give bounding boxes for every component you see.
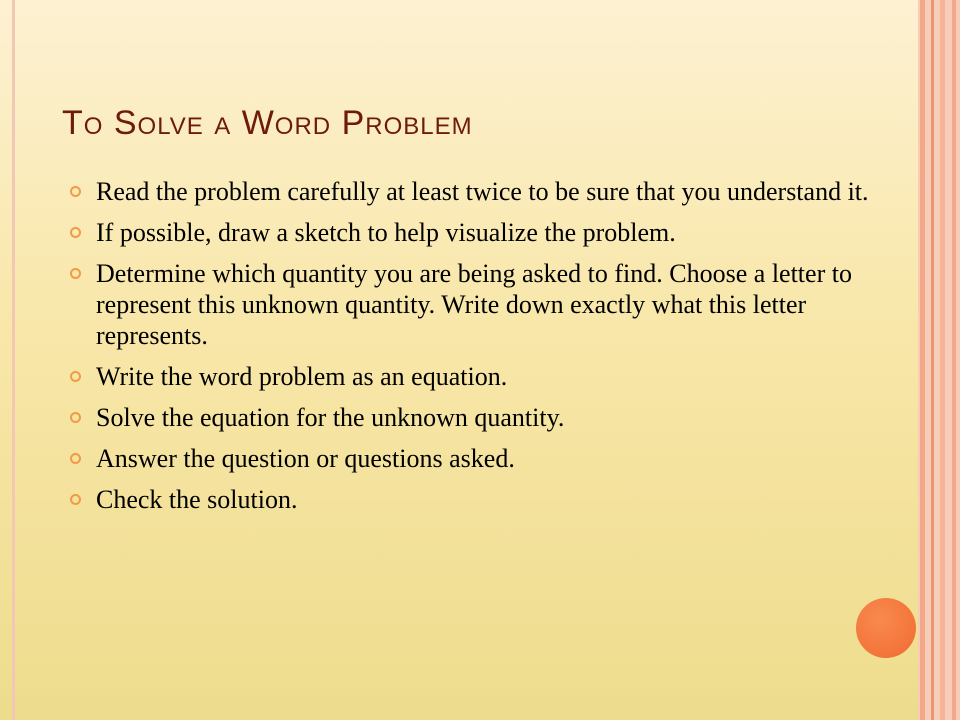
bullet-list (62, 176, 902, 525)
orange-circle-decoration (856, 598, 916, 658)
bullet-item (62, 443, 902, 474)
bullet-text: Solve the equation for the unknown quantity. (96, 403, 565, 432)
bullet-item (62, 361, 902, 392)
hollow-circle-icon (70, 227, 81, 238)
left-accent-line (12, 0, 15, 720)
hollow-circle-icon (70, 412, 81, 423)
hollow-circle-icon (70, 453, 81, 464)
bullet-item (62, 217, 902, 248)
bullet-text: Check the solution. (96, 485, 298, 514)
right-stripe (940, 0, 945, 720)
bullet-item (62, 176, 902, 207)
bullet-item (62, 484, 902, 515)
bullet-text: Determine which quantity you are being asked to find. Choose a letter to represent this unknown quantity. Write down exactly what this letter represents. (96, 259, 852, 350)
right-stripe (931, 0, 934, 720)
hollow-circle-icon (70, 371, 81, 382)
bullet-item (62, 258, 902, 351)
slide-title: To Solve a Word Problem (62, 104, 473, 142)
hollow-circle-icon (70, 186, 81, 197)
right-stripe (920, 0, 925, 720)
bullet-text: Answer the question or questions asked. (96, 444, 515, 473)
bullet-text: Write the word problem as an equation. (96, 362, 508, 391)
bullet-text: If possible, draw a sketch to help visualize the problem. (96, 218, 676, 247)
bullet-item (62, 402, 902, 433)
bullet-text: Read the problem carefully at least twice to be sure that you understand it. (96, 177, 869, 206)
right-stripe (952, 0, 956, 720)
hollow-circle-icon (70, 494, 81, 505)
hollow-circle-icon (70, 268, 81, 279)
